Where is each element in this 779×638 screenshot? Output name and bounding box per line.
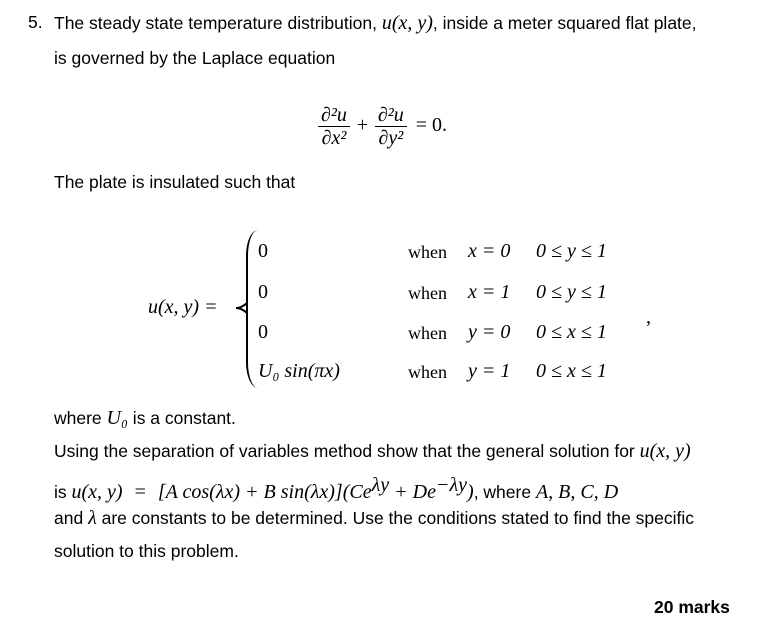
case-cond1: x = 1 <box>468 281 511 303</box>
numerator: ∂²u <box>375 104 407 127</box>
case-cond2: 0 ≤ x ≤ 1 <box>536 360 607 382</box>
consts: A, B, C, D <box>535 480 619 503</box>
and-line <box>54 507 694 530</box>
fraction-d2u-dy2 <box>375 104 407 149</box>
u-xy-symbol: u(x, y) <box>639 440 691 462</box>
using-text: Using the separation of variables method show that the general solution for <box>54 441 640 461</box>
gs-exp1: λy <box>371 474 390 496</box>
trailing-comma: , <box>646 306 651 328</box>
is-text: is <box>54 481 72 502</box>
case-when: when <box>408 362 447 382</box>
fraction-d2u-dx2 <box>318 104 350 149</box>
case-when: when <box>408 323 447 343</box>
where-text-end: is a constant. <box>127 408 236 428</box>
denominator: ∂y² <box>378 127 404 149</box>
intro-line-1 <box>54 12 697 35</box>
gs-rhs-3: ) <box>467 480 474 503</box>
case-cond1: y = 0 <box>468 321 511 343</box>
brace-tip-icon <box>236 302 248 314</box>
insulated-text: The plate is insulated such that <box>54 172 296 192</box>
case-value: 0 <box>258 281 268 303</box>
and-text: and <box>54 508 89 528</box>
case-when: when <box>408 242 447 262</box>
case-value: 0 <box>258 321 268 343</box>
where-text: where <box>54 408 107 428</box>
intro-text-end: , inside a meter squared flat plate, <box>432 13 697 33</box>
question-number: 5. <box>28 12 43 32</box>
using-line <box>54 440 691 463</box>
intro-line-2: is governed by the Laplace equation <box>54 48 336 68</box>
denominator: ∂x² <box>321 127 347 149</box>
case-value: U₀ sin(πx) <box>258 360 340 382</box>
marks-label: 20 marks <box>654 597 730 617</box>
gs-rhs-1: [A cos(λx) + B sin(λx)](Ce <box>157 480 372 503</box>
u0-symbol: U₀ <box>106 407 128 429</box>
equals-zero: = 0. <box>415 114 447 137</box>
gs-exp2: −λy <box>435 474 468 496</box>
gs-equals: = <box>134 480 146 503</box>
intro-text: The steady state temperature distribution, <box>54 13 382 33</box>
general-solution-line <box>54 474 618 504</box>
lambda-symbol: λ <box>88 507 97 529</box>
numerator: ∂²u <box>318 104 350 127</box>
laplace-equation <box>318 104 447 149</box>
and-text-end: are constants to be determined. Use the conditions stated to find the specific <box>96 508 695 528</box>
last-line: solution to this problem. <box>54 541 239 561</box>
case-cond1: x = 0 <box>468 240 511 262</box>
plus-sign: + <box>356 114 369 137</box>
case-cond2: 0 ≤ x ≤ 1 <box>536 321 607 343</box>
gs-rhs-2: + De <box>389 480 436 503</box>
where-line <box>54 407 236 430</box>
case-when: when <box>408 283 447 303</box>
case-value: 0 <box>258 240 268 262</box>
case-cond1: y = 1 <box>468 360 511 382</box>
gs-lhs: u(x, y) <box>71 480 123 503</box>
bc-lhs: u(x, y) = <box>148 296 218 318</box>
where-consts-text: , where <box>473 481 536 502</box>
case-cond2: 0 ≤ y ≤ 1 <box>536 240 607 262</box>
case-cond2: 0 ≤ y ≤ 1 <box>536 281 607 303</box>
u-xy-symbol: u(x, y) <box>381 12 433 34</box>
